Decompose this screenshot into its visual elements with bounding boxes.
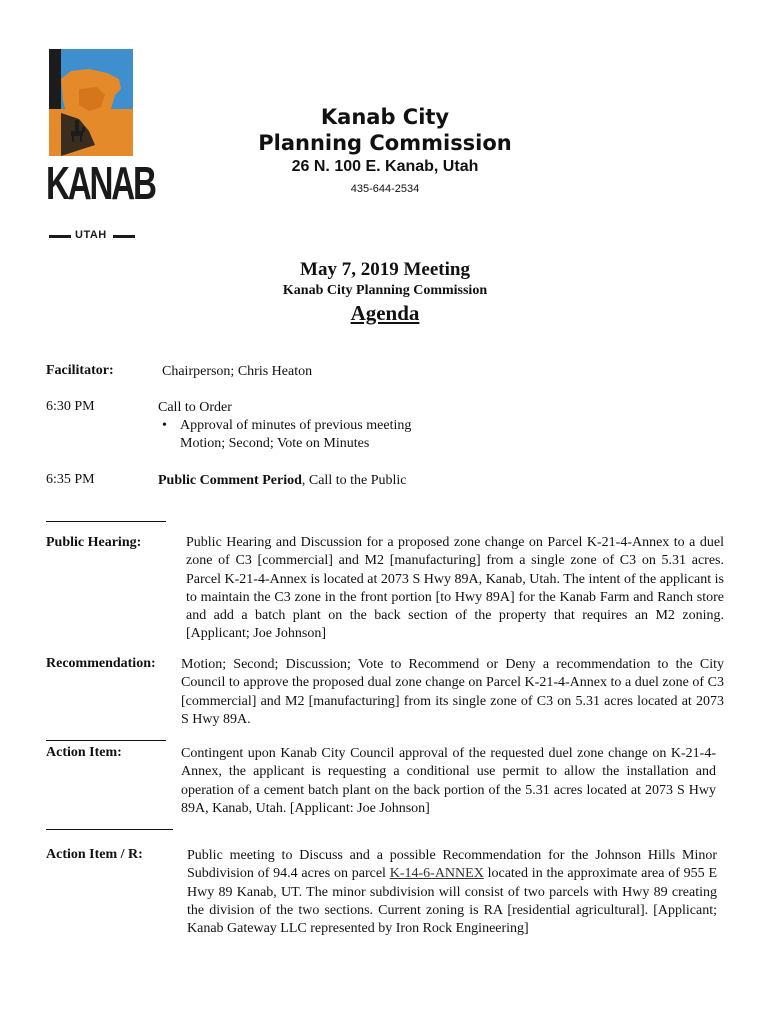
action-item-r-text [187, 847, 717, 938]
item-call-to-order [158, 399, 578, 453]
facilitator-label: Facilitator: [46, 363, 114, 378]
meeting-title: May 7, 2019 Meeting [300, 259, 470, 280]
action-item-r-text-after: located in the approximate area of 955 E Hwy 89 Kanab, UT. The minor subdivision will consist of two parcels with Hwy 89 creating the division of the two sections. Current zoning is RA [residential agricultural]. [Applicant; Kanab Gateway LLC represented by Iron Rock Engineering] [187, 866, 717, 937]
minutes-approval-text: • Approval of minutes of previous meeting [180, 418, 412, 433]
phone-number: 435-644-2534 [350, 183, 420, 195]
address: 26 N. 100 E. Kanab, Utah [291, 158, 479, 175]
logo-subtitle: UTAH [49, 229, 135, 243]
public-hearing-text: Public Hearing and Discussion for a proposed zone change on Parcel K-21-4-Annex to a duel zone of C3 [commercial] and M2 [manufacturing] from a single zone of C3 on 5.31 acres. Parcel K-21-4-Annex is located at 2073 S Hwy 89A, Kanab, Utah. The intent of the applicant is to maintain the C3 zone in the front portion [to Hwy 89A] for the Kanab Farm and Ranch store and add a batch plant on the back section of the property that requires an M2 zoning. [Applicant; Joe Johnson] [186, 535, 724, 642]
time-630: 6:30 PM [46, 399, 95, 414]
minutes-motion-text: Motion; Second; Vote on Minutes [180, 436, 370, 451]
divider [46, 521, 166, 522]
action-item-r-text-before: Public meeting to Discuss and a possible Recommendation for the Johnson Hills Minor Subdivision of 94.4 acres on parcel [187, 848, 717, 882]
org-name-line2: Planning Commission [258, 131, 512, 155]
time-635: 6:35 PM [46, 472, 95, 487]
action-item-text: Contingent upon Kanab City Council approval of the requested duel zone change on K-21-4-Annex, the applicant is requesting a conditional use permit to allow the installation and operation of a cement batch plant on the back portion of the 5.31 acres located at 2073 S Hwy 89A, Kanab, Utah. [Applicant: Joe Johnson] [181, 746, 716, 816]
public-comment-title: Public Comment Period [158, 473, 302, 488]
kanab-logo-icon [49, 49, 133, 156]
recommendation-label: Recommendation: [46, 656, 156, 671]
public-comment-item [158, 472, 406, 490]
public-hearing-label: Public Hearing: [46, 535, 142, 550]
list-item [158, 417, 578, 453]
action-item-r-label: Action Item / R: [46, 847, 143, 862]
call-to-order-title: Call to Order [158, 400, 232, 415]
divider [46, 740, 166, 741]
divider [46, 829, 173, 830]
org-name-line1: Kanab City [320, 105, 450, 129]
meeting-subtitle: Kanab City Planning Commission [282, 283, 488, 298]
facilitator-value: Chairperson; Chris Heaton [162, 364, 313, 379]
parcel-link[interactable]: K-14-6-ANNEX [389, 866, 484, 882]
action-item-label: Action Item: [46, 745, 122, 760]
logo-wordmark: KANAB [46, 157, 155, 209]
agenda-heading: Agenda [350, 301, 420, 325]
public-comment-rest: , Call to the Public [301, 473, 407, 488]
call-to-order-list [158, 417, 578, 453]
recommendation-text: Motion; Second; Discussion; Vote to Recommend or Deny a recommendation to the City Council to approve the proposed dual zone change on Parcel K-21-4-Annex to a duel zone of C3 [commercial] and M2 [manufacturing] from its single zone of C3 on 5.31 acres located at 2073 S Hwy 89A. [181, 657, 724, 727]
